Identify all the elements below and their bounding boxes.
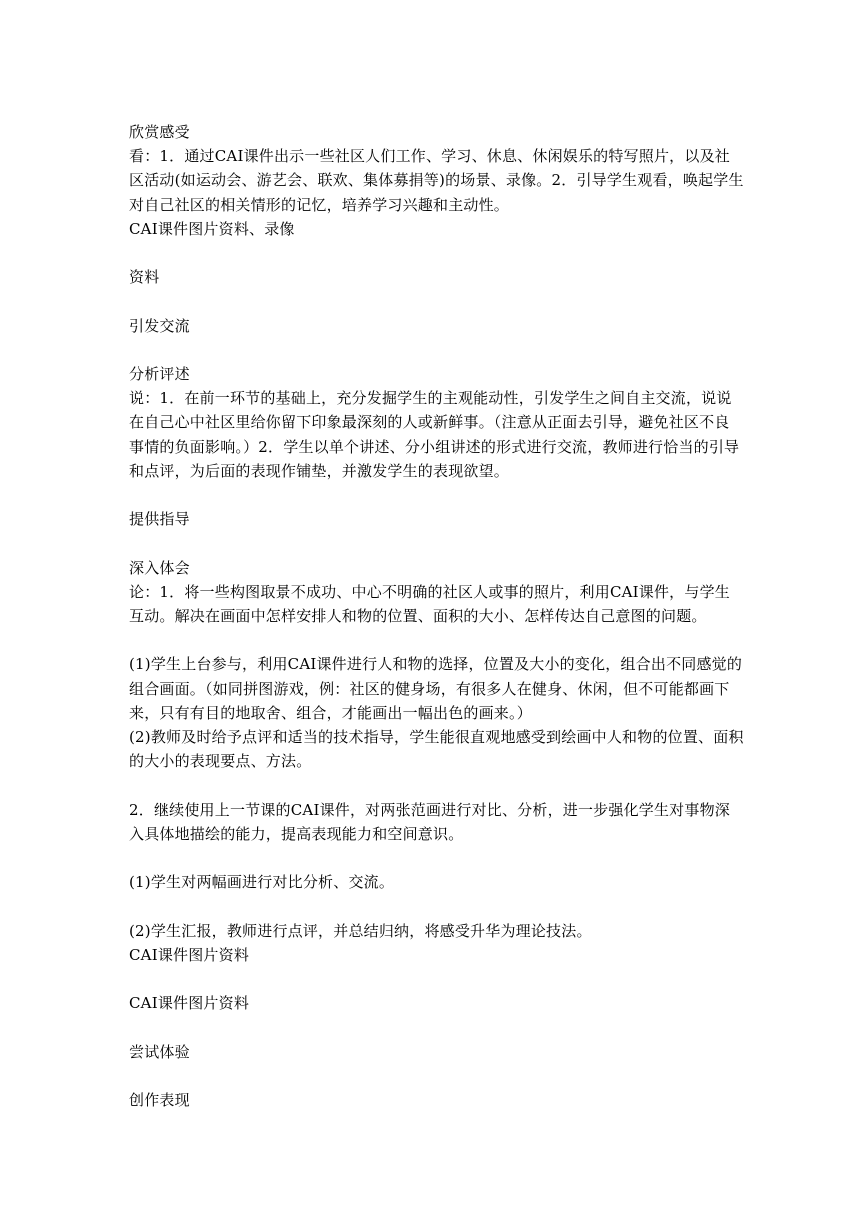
paragraph-continue: 2．继续使用上一节课的CAI课件，对两张范画进行对比、分析，进一步强化学生对事物深入具体地描绘的能力，提高表现能力和空间意识。 — [129, 800, 730, 843]
paragraph-materials-a: CAI课件图片资料 — [129, 945, 250, 964]
heading-deep-experience: 深入体会 — [129, 558, 190, 577]
spacer — [129, 967, 744, 991]
spacer — [129, 1064, 744, 1088]
spacer — [129, 773, 744, 797]
label-create: 创作表现 — [129, 1090, 190, 1109]
paragraph-compare: (1)学生对两幅画进行对比分析、交流。 — [129, 873, 395, 892]
spacer — [129, 894, 744, 918]
label-exchange: 引发交流 — [129, 316, 190, 335]
heading-analysis: 分析评述 — [129, 364, 190, 383]
paragraph-watch: 看：1．通过CAI课件出示一些社区人们工作、学习、休息、休闲娱乐的特写照片，以及社区活动(如运动会、游艺会、联欢、集体募捐等)的场景、录像。2．引导学生观看，唤起学生对自己社区的相关情形的记忆，培养学习兴趣和主动性。 — [129, 147, 744, 214]
paragraph-report: (2)学生汇报，教师进行点评，并总结归纳，将感受升华为理论技法。 — [129, 921, 592, 940]
label-guidance: 提供指导 — [129, 510, 190, 529]
spacer — [129, 846, 744, 870]
paragraph-speak: 说：1．在前一环节的基础上，充分发掘学生的主观能动性，引发学生之间自主交流，说说在自己心中社区里给你留下印象最深刻的人或新鲜事。（注意从正面去引导，避免社区不良事情的负面影响。）2．学生以单个讲述、分小组讲述的形式进行交流，教师进行恰当的引导和点评，为后面的表现作铺垫，并激发学生的表现欲望。 — [129, 389, 740, 480]
spacer — [129, 483, 744, 507]
paragraph-materials-b: CAI课件图片资料 — [129, 994, 250, 1013]
spacer — [129, 289, 744, 313]
paragraph-item-2: (2)教师及时给予点评和适当的技术指导，学生能很直观地感受到绘画中人和物的位置、面积的大小的表现要点、方法。 — [129, 727, 744, 771]
spacer — [129, 338, 744, 362]
spacer — [129, 531, 744, 555]
spacer — [129, 1015, 744, 1039]
spacer — [129, 628, 744, 652]
spacer — [129, 241, 744, 265]
paragraph-discuss: 论：1．将一些构图取景不成功、中心不明确的社区人或事的照片，利用CAI课件，与学生互动。解决在画面中怎样安排人和物的位置、面积的大小、怎样传达自己意图的问题。 — [129, 582, 730, 625]
paragraph-materials-video: CAI课件图片资料、录像 — [129, 219, 295, 238]
paragraph-item-1: (1)学生上台参与，利用CAI课件进行人和物的选择，位置及大小的变化，组合出不同感觉的组合画面。（如同拼图游戏，例：社区的健身场，有很多人在健身、休闲，但不可能都画下来，只有有目的地取舍、组合，才能画出一幅出色的画来。） — [129, 655, 743, 722]
document-body — [129, 120, 744, 1112]
label-materials: 资料 — [129, 268, 160, 287]
heading-appreciate: 欣赏感受 — [129, 123, 190, 141]
label-try: 尝试体验 — [129, 1042, 190, 1061]
